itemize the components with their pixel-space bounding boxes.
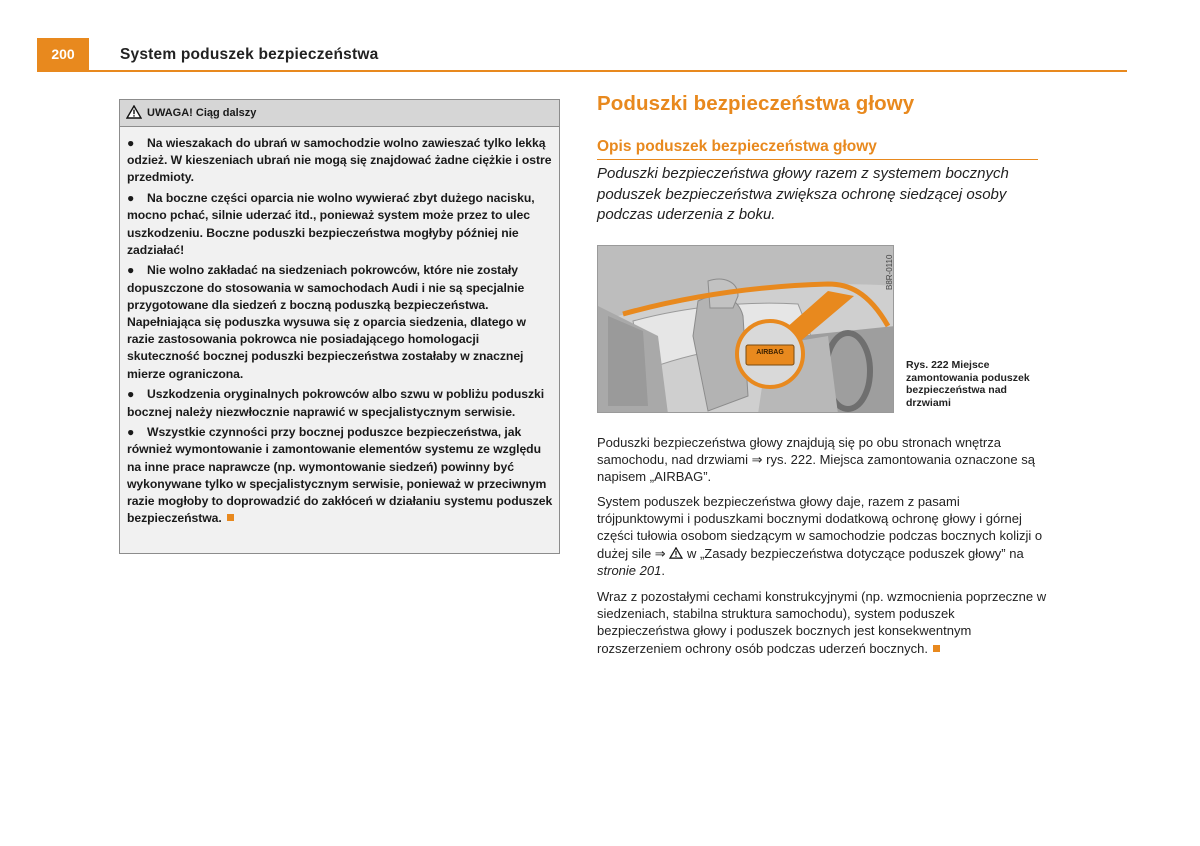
airbag-location-figure [597, 245, 894, 413]
figure-code: B8R-0110 [885, 254, 894, 290]
intro-text: Poduszki bezpieczeństwa głowy razem z systemem bocznych poduszek bezpieczeństwa zwiększa ochronę siedzącej osoby podczas uderzenia z boku. [597, 165, 1009, 223]
bullet-icon: ● [127, 263, 135, 278]
subsection-title: Opis poduszek bezpieczeństwa głowy [597, 138, 1038, 160]
airbag-badge: AIRBAG [756, 349, 784, 356]
bullet-icon: ● [127, 425, 135, 440]
page-header [37, 38, 1127, 72]
caption-number: Rys. 222 [906, 359, 949, 371]
warning-triangle-icon [669, 547, 683, 559]
warning-item-3: ● Nie wolno zakładać na siedzeniach pokrowców, które nie zostały dopuszczone do stosowania w samochodach Audi i nie są specjalnie przygotowane dla siedzeń z boczną poduszką bezpieczeństwa. Napełniająca się poduszka wysuwa się z oparcia siedzenia, dlatego w razie zastosowania pokrowca nie posiadającego homologacji skuteczność bocznej poduszki bezpieczeństwa zostałaby w znacznej mierze ograniczona. [127, 263, 526, 381]
warning-title: UWAGA! Ciąg dalszy [147, 107, 257, 119]
body-paragraph-1: Poduszki bezpieczeństwa głowy znajdują się po obu stronach wnętrza samochodu, nad drzwiami ⇒ rys. 222. Miejsca zamontowania oznaczone są napisem „AIRBAG”. [597, 435, 1035, 485]
end-mark-icon [227, 514, 234, 521]
warning-box [119, 99, 560, 554]
warning-item-1: ● Na wieszakach do ubrań w samochodzie wolno zawieszać tylko lekką odzież. W kieszeniach ubrań nie mogą się znajdować żadne ciężkie i ostre przedmioty. [127, 136, 552, 185]
caption-text: Miejsce zamontowania poduszek bezpieczeństwa nad drzwiami [906, 359, 1030, 409]
bullet-icon: ● [127, 191, 135, 206]
warning-item-2: ● Na boczne części oparcia nie wolno wywierać zbyt dużego nacisku, mocno pchać, silnie uderzać itd., ponieważ system może przez to ulec uszkodzeniu. Boczne poduszki bezpieczeństwa mogłyby później nie zadziałać! [127, 191, 535, 257]
bullet-icon: ● [127, 387, 135, 402]
warning-item-5: ● Wszystkie czynności przy bocznej poduszce bezpieczeństwa, jak również wymontowanie i zamontowanie elementów systemu ze względu na inne prace naprawcze (np. wymontowanie siedzeń) powinny być wykonywane tylko w specjalistycznym serwisie, ponieważ w przeciwnym razie mogłoby to doprowadzić do zakłóceń w działaniu systemu poduszek bezpieczeństwa. [127, 425, 553, 526]
chapter-title: System poduszek bezpieczeństwa [120, 46, 379, 63]
end-mark-icon [933, 645, 940, 652]
warning-item-4: ● Uszkodzenia oryginalnych pokrowców albo szwu w pobliżu poduszki bocznej należy niezwłocznie naprawić w specjalistycznym serwisie. [127, 387, 545, 419]
body-paragraph-2: System poduszek bezpieczeństwa głowy daje, razem z pasami trójpunktowymi i poduszkami bocznymi dodatkową ochronę głowy i górnej części tułowia osobom siedzącym w samochodzie podczas bocznych kolizji o dużej sile ⇒ w „Zasady bezpieczeństwa dotyczące poduszek głowy” na stronie 201. [597, 494, 1043, 578]
bullet-icon: ● [127, 136, 135, 150]
page-number: 200 [37, 38, 89, 70]
page-reference-link[interactable]: stronie 201 [597, 562, 662, 578]
body-paragraph-3: Wraz z pozostałymi cechami konstrukcyjnymi (np. wzmocnienia poprzeczne w siedzeniach, stabilna struktura samochodu), system poduszek bezpieczeństwa głowy i poduszek bocznych jest konsekwentnym rozszerzeniem ochrony osób podczas uderzeń bocznych. [597, 589, 1047, 656]
warning-triangle-icon [126, 105, 142, 122]
section-title: Poduszki bezpieczeństwa głowy [597, 92, 915, 115]
warning-header [120, 100, 559, 127]
warning-body [120, 127, 559, 527]
figure-caption [906, 359, 1046, 409]
